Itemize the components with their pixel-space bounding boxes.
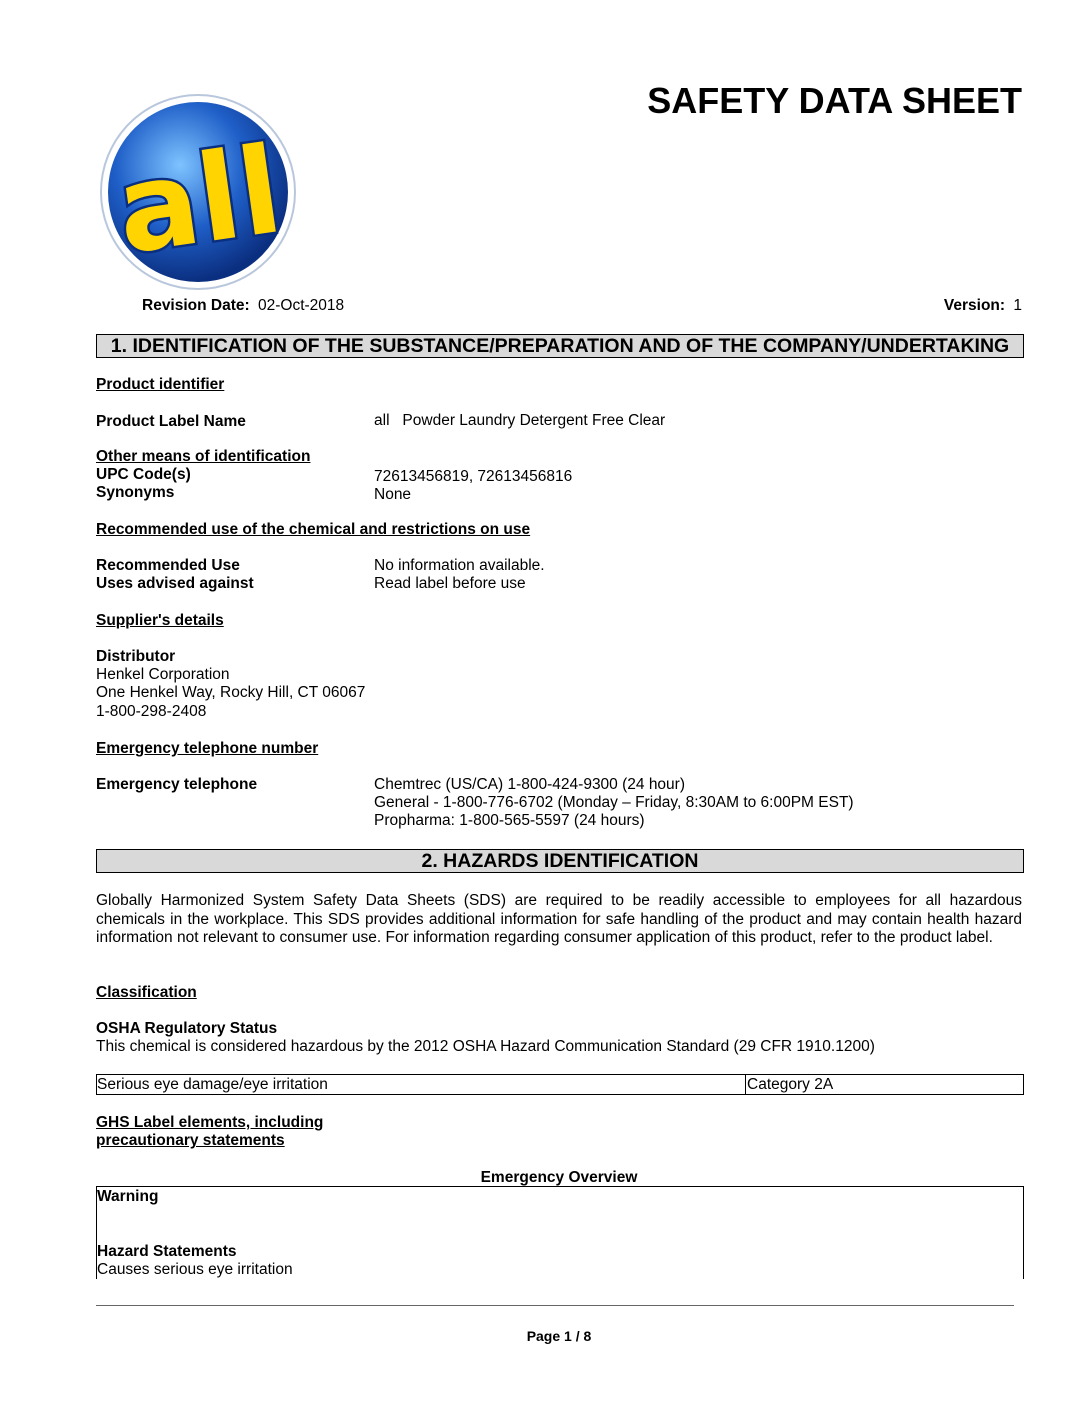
osha-text: This chemical is considered hazardous by the 2012 OSHA Hazard Communication Standard (29 CFR 1910.1200) bbox=[96, 1038, 875, 1055]
brand-logo bbox=[98, 92, 298, 292]
emergency-general: General - 1-800-776-6702 (Monday – Friday, 8:30AM to 6:00PM EST) bbox=[374, 794, 854, 811]
emergency-overview-heading: Emergency Overview bbox=[480, 1169, 638, 1186]
product-label-name-label: Product Label Name bbox=[96, 413, 246, 430]
hazard-statement: Causes serious eye irritation bbox=[97, 1261, 293, 1278]
section-1-heading: 1. IDENTIFICATION OF THE SUBSTANCE/PREPARATION AND OF THE COMPANY/UNDERTAKING bbox=[96, 334, 1024, 358]
page-label: Page bbox=[526, 1328, 561, 1344]
hazards-intro: Globally Harmonized System Safety Data Sheets (SDS) are required to be readily accessible to employees for all hazardous chemicals in the workplace. This SDS provides additional information for safe handling of the product and may contain health hazard information not relevant to consumer use. For information regarding consumer application of this product, refer to the product label. bbox=[96, 892, 1022, 946]
synonyms-value: None bbox=[374, 486, 412, 503]
product-label-name-value: all Powder Laundry Detergent Free Clear bbox=[374, 412, 666, 429]
document-title: SAFETY DATA SHEET bbox=[647, 80, 1022, 121]
footer-divider bbox=[96, 1305, 1014, 1306]
distributor-name: Henkel Corporation bbox=[96, 666, 230, 683]
osha-label: OSHA Regulatory Status bbox=[96, 1020, 278, 1037]
page-indicator: Page 1 / 8 bbox=[526, 1328, 592, 1344]
emergency-label: Emergency telephone bbox=[96, 776, 258, 793]
supplier-heading: Supplier's details bbox=[96, 612, 224, 629]
upc-value: 72613456819, 72613456816 bbox=[374, 468, 573, 485]
version-label: Version: bbox=[943, 297, 1006, 314]
page-number: 1 bbox=[564, 1328, 572, 1344]
classification-heading: Classification bbox=[96, 984, 197, 1001]
ghs-heading-line1: GHS Label elements, including bbox=[96, 1114, 324, 1131]
section-2-heading: 2. HAZARDS IDENTIFICATION bbox=[96, 849, 1024, 873]
upc-label: UPC Code(s) bbox=[96, 466, 191, 483]
revision-date bbox=[142, 297, 344, 315]
hazard-statements-label: Hazard Statements bbox=[97, 1243, 237, 1260]
distributor-phone: 1-800-298-2408 bbox=[96, 703, 207, 720]
distributor-address: One Henkel Way, Rocky Hill, CT 06067 bbox=[96, 684, 366, 701]
revision-value: 02-Oct-2018 bbox=[257, 297, 345, 314]
logo-text: all bbox=[108, 121, 290, 282]
uses-advised-value: Read label before use bbox=[374, 575, 526, 592]
warning-signal-word: Warning bbox=[97, 1188, 159, 1205]
version-value: 1 bbox=[1013, 297, 1022, 314]
emergency-propharma: Propharma: 1-800-565-5597 (24 hours) bbox=[374, 812, 645, 829]
page-total: 8 bbox=[583, 1328, 592, 1344]
ghs-heading-line2: precautionary statements bbox=[96, 1132, 285, 1149]
recommended-use-value: No information available. bbox=[374, 557, 545, 574]
table-hazard-cell: Serious eye damage/eye irritation bbox=[97, 1075, 746, 1094]
emergency-chemtrec: Chemtrec (US/CA) 1-800-424-9300 (24 hour) bbox=[374, 776, 685, 793]
revision-label: Revision Date: bbox=[142, 297, 250, 314]
uses-advised-label: Uses advised against bbox=[96, 575, 254, 592]
classification-table bbox=[96, 1074, 1024, 1095]
version bbox=[944, 297, 1022, 315]
other-means-heading: Other means of identification bbox=[96, 448, 311, 465]
distributor-label: Distributor bbox=[96, 648, 176, 665]
table-category-cell: Category 2A bbox=[747, 1076, 834, 1093]
recommended-use-label: Recommended Use bbox=[96, 557, 240, 574]
emergency-heading: Emergency telephone number bbox=[96, 740, 319, 757]
recommended-use-heading: Recommended use of the chemical and restrictions on use bbox=[96, 521, 531, 538]
product-identifier-heading: Product identifier bbox=[96, 376, 225, 393]
synonyms-label: Synonyms bbox=[96, 484, 175, 501]
